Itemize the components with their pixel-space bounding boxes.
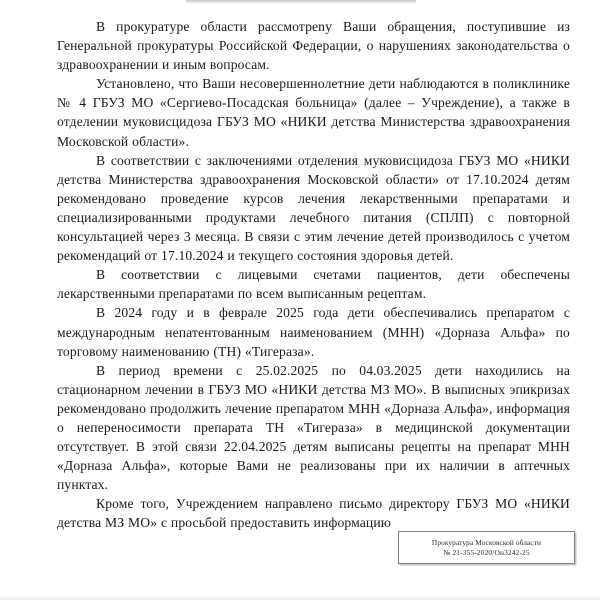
stamp-organization: Прокуратура Московской области (431, 538, 542, 548)
paragraph-6: В период времени с 25.02.2025 по 04.03.2025 дети находились на стационарном лечении в ГБУЗ МО «НИКИ детства МЗ МО». В выписных эпикризах рекомендовано продолжить лечение препаратом МНН «Дорназа Альфа», информация о непереносимости препарата ТН «Тигераза» в медицинской документации отсутствует. В этой связи 22.04.2025 детям выписаны рецепты на препарат МНН «Дорназа Альфа», которые Вами не реализованы при их наличии в аптечных пунктах. (57, 362, 570, 493)
clipped-text-line-top (186, 0, 416, 4)
paragraph-3: В соответствии с заключениями отделения муковисцидоза ГБУЗ МО «НИКИ детства Министерства здравоохранения Московской области» от 17.10.2024 детям рекомендовано проведение курсов лечения лекарственными препаратами и специализированными продуктами лечебного питания (СПЛП) с повторной консультацией через 3 месяца. В связи с этим лечение детей производилось с учетом рекомендаций от 17.10.2024 и текущего состояния здоровья детей. (57, 152, 570, 264)
paragraph-2: Установлено, что Ваши несовершеннолетние дети наблюдаются в поликлинике № 4 ГБУЗ МО «Сергиево-Посадская больница» (далее – Учреждение), а также в отделении муковисцидоза ГБУЗ МО «НИКИ детства Министерства здравоохранения Московской области». (57, 76, 570, 149)
paragraph-5: В 2024 году и в феврале 2025 года дети обеспечивались препаратом с международным непатентованным наименованием (МНН) «Дорназа Альфа» по торговому наименованию (ТН) «Тигераза». (57, 305, 570, 359)
paragraph-7: Кроме того, Учреждением направлено письмо директору ГБУЗ МО «НИКИ детства МЗ МО» с просьбой предоставить информацию (57, 496, 570, 531)
page-bottom-edge (0, 596, 600, 600)
stamp-reference-number: № 21-355-2020/Он3242-25 (443, 548, 530, 557)
registration-stamp (398, 531, 575, 564)
document-body (57, 17, 570, 533)
paragraph-1: В прокуратуре области рассмотрenу Ваши обращения, поступившие из Генеральной прокуратуры Российской Федерации, о нарушениях законодательства о здравоохранении и иным вопросам. (57, 19, 570, 73)
paragraph-4: В соответствии с лицевыми счетами пациентов, дети обеспечены лекарственными препаратами по всем выписанным рецептам. (57, 267, 570, 302)
